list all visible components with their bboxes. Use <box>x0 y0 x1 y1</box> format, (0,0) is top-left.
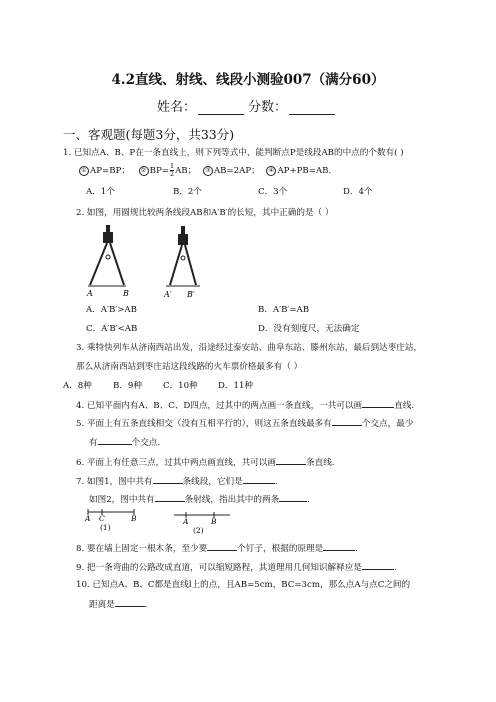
q5-blank-min[interactable] <box>98 435 132 445</box>
q2-choice-c[interactable]: C．A′B′<AB <box>86 324 138 334</box>
q6-blank[interactable] <box>276 455 306 465</box>
q4-blank[interactable] <box>362 398 394 408</box>
q10-pre: 距离是 <box>89 600 115 610</box>
q2-choice-d[interactable]: D．没有刻度尺，无法确定 <box>258 324 360 334</box>
section-heading: 一、客观题(每题3分，共33分) <box>63 127 235 142</box>
circle-1: ① <box>79 166 89 176</box>
q9-line: 9. 把一条弯曲的公路改成直道，可以缩短路程，其道理用几何知识解释应是 . <box>76 560 397 574</box>
q8-blank-count[interactable] <box>207 541 237 551</box>
q7-line2: 如图2，图中共有 条射线，指出其中的两条 . <box>89 492 310 506</box>
q7-blank-segments[interactable] <box>243 474 275 484</box>
q8-blank-principle[interactable] <box>323 541 355 551</box>
fig2-label-b: B <box>211 517 217 526</box>
page-title: 4.2直线、射线、线段小测验007（满分60） <box>111 72 385 88</box>
q7-line1: 7. 如图1，图中共有 条线段，它们是 . <box>76 474 277 488</box>
q3-line1: 3. 乘特快列车从济南西站出发，沿途经过泰安站、曲阜东站、滕州东站，最后到达枣庄站， <box>76 343 423 353</box>
q2-choice-a[interactable]: A．A′B′>AB <box>86 305 137 315</box>
fig-label-a: A <box>87 289 93 298</box>
q5-line2 <box>89 435 160 449</box>
q7-blank-two-rays[interactable] <box>279 492 307 502</box>
fig1-label-b: B <box>131 514 137 523</box>
q10-blank[interactable] <box>115 597 145 607</box>
q1-choice-c[interactable]: C．3个 <box>258 187 288 197</box>
q7-line2-mid: 条射线，指出其中的两条 <box>184 495 280 505</box>
compass-1 <box>90 225 124 285</box>
fig-label-b-prime: B′ <box>187 290 195 299</box>
q1-choice-b[interactable]: B．2个 <box>173 187 202 197</box>
q2-stem: 2. 如图，用圆规比较两条线段AB和A′B′的长短，其中正确的是（ ） <box>76 208 334 218</box>
compass-2 <box>170 226 196 285</box>
q7-mid: 条线段，它们是 <box>182 477 243 487</box>
fig-label-b: B <box>123 289 129 298</box>
q1-stem: 1. 已知点A、B、P在一条直线上，则下列等式中，能判断点P是线段AB的中点的个数有( ) <box>63 148 404 158</box>
fig2-caption: (2) <box>193 526 204 534</box>
q6-pre: 6. 平面上有任意三点，过其中两点画直线，共可以画 <box>76 458 276 468</box>
q5-blank-max[interactable] <box>332 416 362 426</box>
q5-line1 <box>76 416 413 430</box>
circle-3: ③ <box>203 166 213 176</box>
q5-line2-pre: 有 <box>89 438 98 448</box>
q4-line <box>76 398 414 412</box>
q1-statement-4: AP+PB=AB. <box>277 166 332 176</box>
q1-choice-a[interactable]: A．1个 <box>86 187 115 197</box>
q8-pre: 8. 要在墙上固定一根木条，至少要 <box>76 544 208 554</box>
q1-choice-d[interactable]: D．4个 <box>343 187 373 197</box>
q1-statement-1: AP=BP； <box>90 166 130 176</box>
q1-statement-2-pre: BP= <box>149 166 169 176</box>
fig1-caption: (1) <box>100 523 111 532</box>
q8-post: 个钉子，根据的原理是 <box>237 544 324 554</box>
q1-statement-2-post: AB； <box>175 166 197 176</box>
name-blank[interactable] <box>198 102 244 115</box>
q3-choice-d[interactable]: D．11种 <box>218 381 254 391</box>
fig1-label-a: A <box>85 514 91 523</box>
name-label: 姓名： <box>156 100 196 115</box>
q7-line2-pre: 如图2，图中共有 <box>89 495 155 505</box>
fig-label-a-prime: A′ <box>164 290 172 299</box>
q6-post: 条直线. <box>306 458 335 468</box>
segment-figures <box>82 506 242 534</box>
q3-choice-a[interactable]: A．8种 <box>63 381 92 391</box>
q4-pre: 4. 已知平面内有A、B、C、D四点，过其中的两点画一条直线，一共可以画 <box>76 401 363 411</box>
fraction-half: $\frac{1}{2}$ <box>169 162 175 178</box>
circle-2: ② <box>139 166 149 176</box>
q1-statements <box>79 163 331 178</box>
q6-line <box>76 455 335 469</box>
q1-statement-3: AB=2AP； <box>213 166 260 176</box>
fig2-label-a: A <box>183 517 189 526</box>
q9-blank[interactable] <box>362 560 394 570</box>
q5-mid: 个交点，最少 <box>361 419 414 429</box>
score-label: 分数： <box>248 100 288 115</box>
score-blank[interactable] <box>289 102 335 115</box>
q3-choice-c[interactable]: C．10种 <box>163 381 198 391</box>
q10-line2: 距离是 . <box>89 597 148 611</box>
q5-line2-post: 个交点. <box>131 438 161 448</box>
q9-pre: 9. 把一条弯曲的公路改成直道，可以缩短路程，其道理用几何知识解释应是 <box>76 563 362 573</box>
q5-pre: 5. 平面上有五条直线相交（没有互相平行的），则这五条直线最多有 <box>76 419 332 429</box>
q7-blank-count[interactable] <box>153 474 183 484</box>
fig1-label-c: C <box>99 514 105 523</box>
q4-post: 直线. <box>394 401 415 411</box>
q7-blank-rays[interactable] <box>155 492 185 502</box>
q8-line: 8. 要在墙上固定一根木条，至少要 个钉子，根据的原理是 . <box>76 541 358 555</box>
name-score-line <box>0 96 496 115</box>
q3-line2: 那么从济南西站到枣庄站这段线路的火车票价格最多有（ ） <box>76 362 303 372</box>
circle-4: ④ <box>266 166 276 176</box>
q2-choice-b[interactable]: B．A′B′=AB <box>258 305 310 315</box>
compass-figure <box>82 222 222 302</box>
q3-choice-b[interactable]: B．9种 <box>113 381 142 391</box>
q7-pre: 7. 如图1，图中共有 <box>76 477 153 487</box>
q10-line1: 10. 已知点A、B、C都是直线l上的点，且AB=5cm，BC=3cm，那么点A与点C之间的 <box>76 580 411 590</box>
